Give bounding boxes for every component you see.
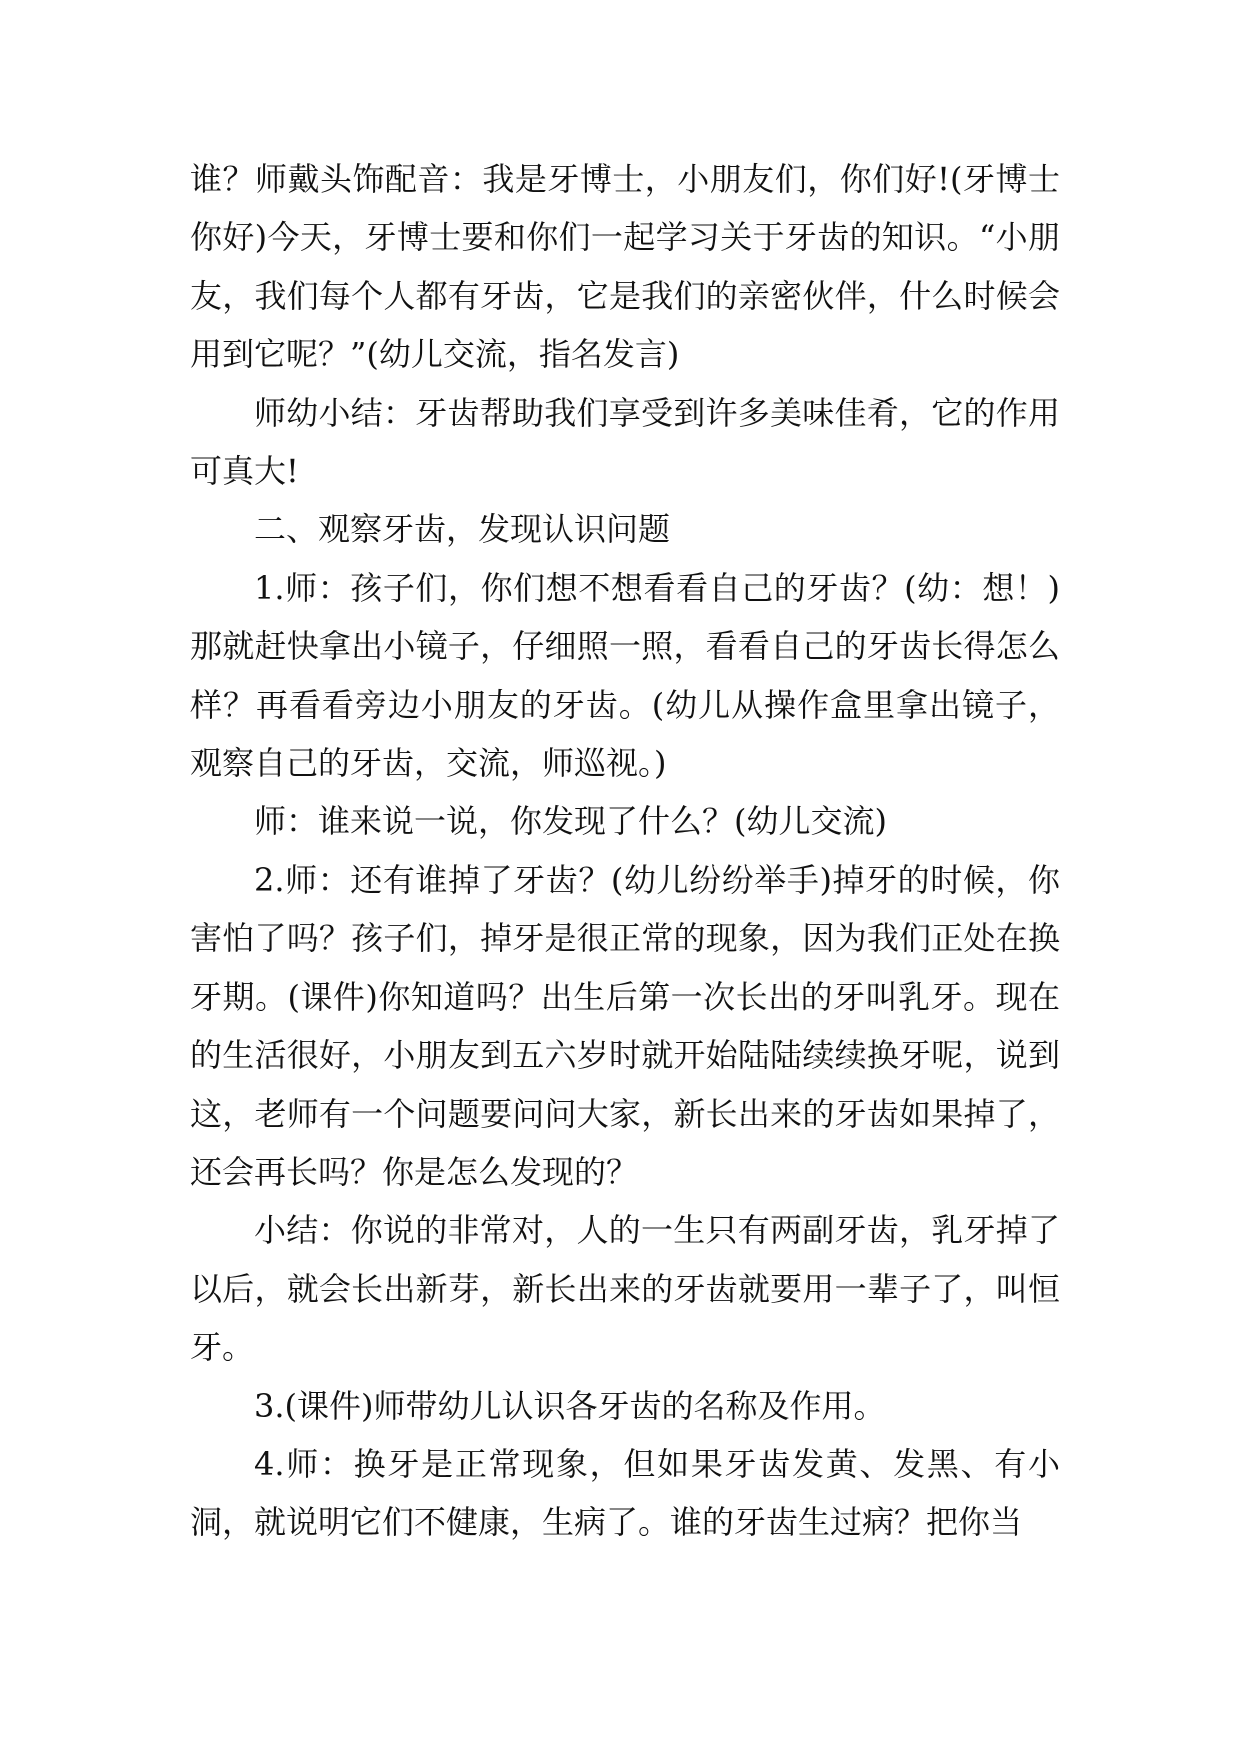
section-heading-observe-teeth: 二、观察牙齿，发现认识问题	[254, 510, 671, 549]
paragraph-summary: 小结：你说的非常对，人的一生只有两副牙齿，乳牙掉了以后，就会长出新芽，新长出来的牙齿就要用一辈子了，叫恒牙。	[190, 1211, 1060, 1367]
paragraph-step-1: 1.师：孩子们，你们想不想看看自己的牙齿？(幼：想！)那就赶快拿出小镜子，仔细照一照，看看自己的牙齿长得怎么样？再看看旁边小朋友的牙齿。(幼儿从操作盒里拿出镜子，观察自己的牙齿，交流，师巡视。)	[190, 568, 1060, 783]
paragraph-continuation: 谁？师戴头饰配音：我是牙博士，小朋友们，你们好!(牙博士你好)今天，牙博士要和你们一起学习关于牙齿的知识。“小朋友，我们每个人都有牙齿，它是我们的亲密伙伴，什么时候会用到它呢？”(幼儿交流，指名发言)	[190, 160, 1060, 374]
body-text	[190, 150, 1060, 1552]
paragraph-teacher-question: 师：谁来说一说，你发现了什么？(幼儿交流)	[254, 802, 887, 841]
paragraph-teacher-summary: 师幼小结：牙齿帮助我们享受到许多美味佳肴，它的作用可真大!	[190, 393, 1060, 491]
paragraph-step-2: 2.师：还有谁掉了牙齿？(幼儿纷纷举手)掉牙的时候，你害怕了吗？孩子们，掉牙是很正常的现象，因为我们正处在换牙期。(课件)你知道吗？出生后第一次长出的牙叫乳牙。现在的生活很好，小朋友到五六岁时就开始陆陆续续换牙呢，说到这，老师有一个问题要问问大家，新长出来的牙齿如果掉了，还会再长吗？你是怎么发现的？	[190, 860, 1060, 1191]
paragraph-step-3: 3.(课件)师带幼儿认识各牙齿的名称及作用。	[254, 1386, 886, 1425]
paragraph-step-4: 4.师：换牙是正常现象，但如果牙齿发黄、发黑、有小洞，就说明它们不健康，生病了。谁的牙齿生过病？把你当	[190, 1444, 1060, 1542]
